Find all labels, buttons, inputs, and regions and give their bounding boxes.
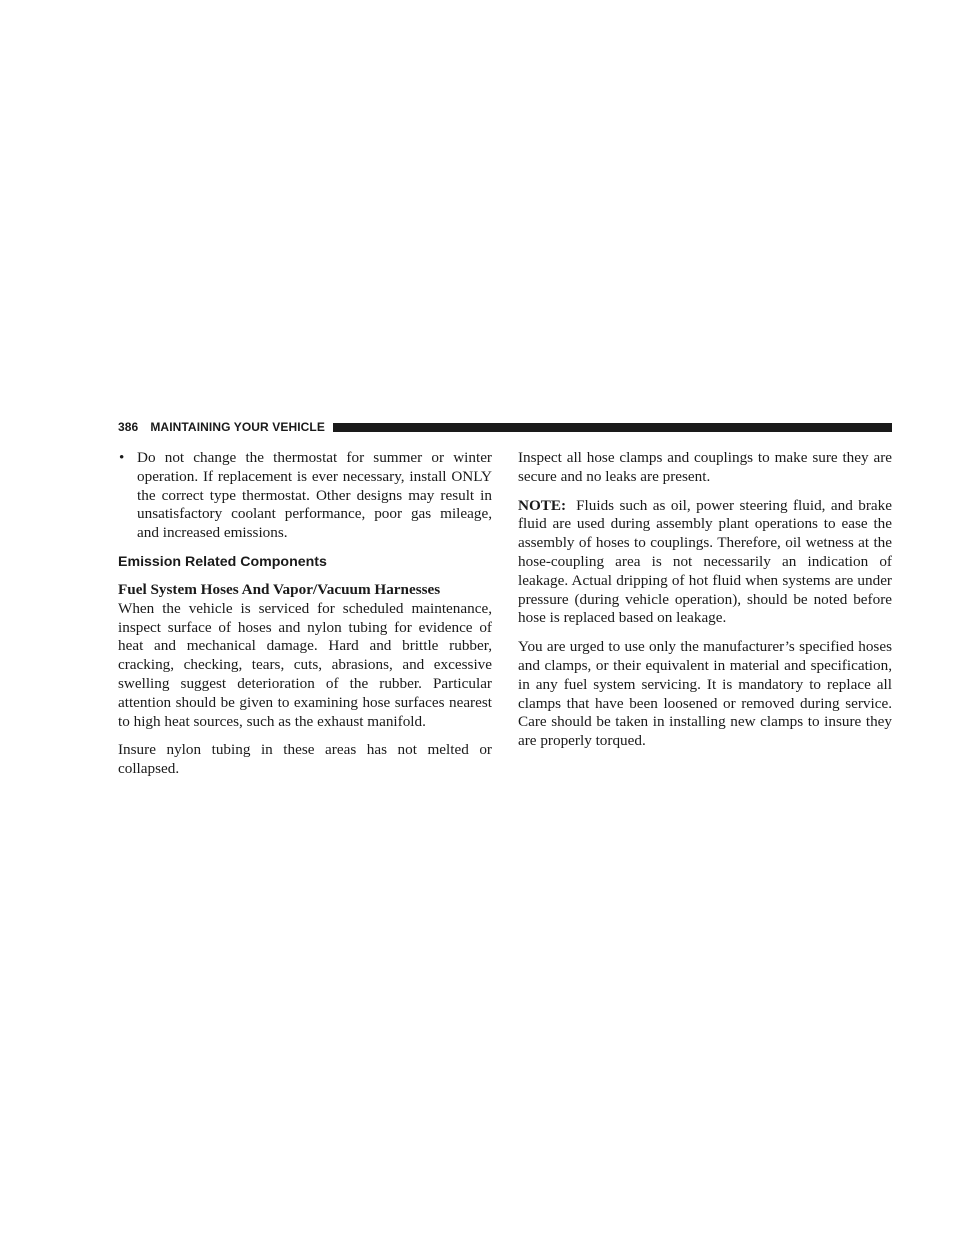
subsection-heading: Fuel System Hoses And Vapor/Vacuum Harnesses [118, 580, 441, 598]
note-text: Fluids such as oil, power steering fluid, and brake fluid are used during assembly plant operations to ease the assembly of hoses to couplings. Therefore, oil wetness at the hose-coupling area is not necessarily an indication of leakage. Actual dripping of hot fluid when systems are under pressure (during vehicle operation), should be noted before hose is replaced based on leakage. [518, 496, 892, 627]
page-number: 386 [118, 420, 139, 434]
header-rule [333, 423, 892, 432]
section-heading: Emission Related Components [118, 553, 327, 570]
note-label: NOTE: [518, 496, 567, 514]
section-title: MAINTAINING YOUR VEHICLE [150, 420, 325, 434]
bullet-item [118, 449, 492, 543]
left-column [118, 449, 492, 789]
bullet-text: Do not change the thermostat for summer or winter operation. If replacement is ever necessary, install ONLY the correct type thermostat. Other designs may result in unsatisfactory coolant performance, poor gas mileage, and increased emissions. [137, 449, 492, 542]
note-paragraph [518, 497, 892, 629]
bullet-icon: • [119, 449, 125, 466]
body-paragraph: When the vehicle is serviced for scheduled maintenance, inspect surface of hoses and nylon tubing for evidence of heat and mechanical damage. Hard and brittle rubber, cracking, checking, tears, cuts, abrasions, and excessive swelling suggest deterioration of the rubber. Particular attention should be given to examining hose surfaces nearest to high heat sources, such as the exhaust manifold. [118, 599, 492, 730]
page-header [118, 418, 892, 436]
body-paragraph: You are urged to use only the manufacturer’s specified hoses and clamps, or their equivalent in material and specification, in any fuel system servicing. It is mandatory to replace all clamps that have been loosened or removed during service. Care should be taken in installing new clamps to insure they are properly torqued. [518, 638, 892, 750]
right-column [518, 449, 892, 761]
body-paragraph: Insure nylon tubing in these areas has not melted or collapsed. [118, 741, 492, 778]
body-paragraph: Inspect all hose clamps and couplings to make sure they are secure and no leaks are present. [518, 449, 892, 485]
